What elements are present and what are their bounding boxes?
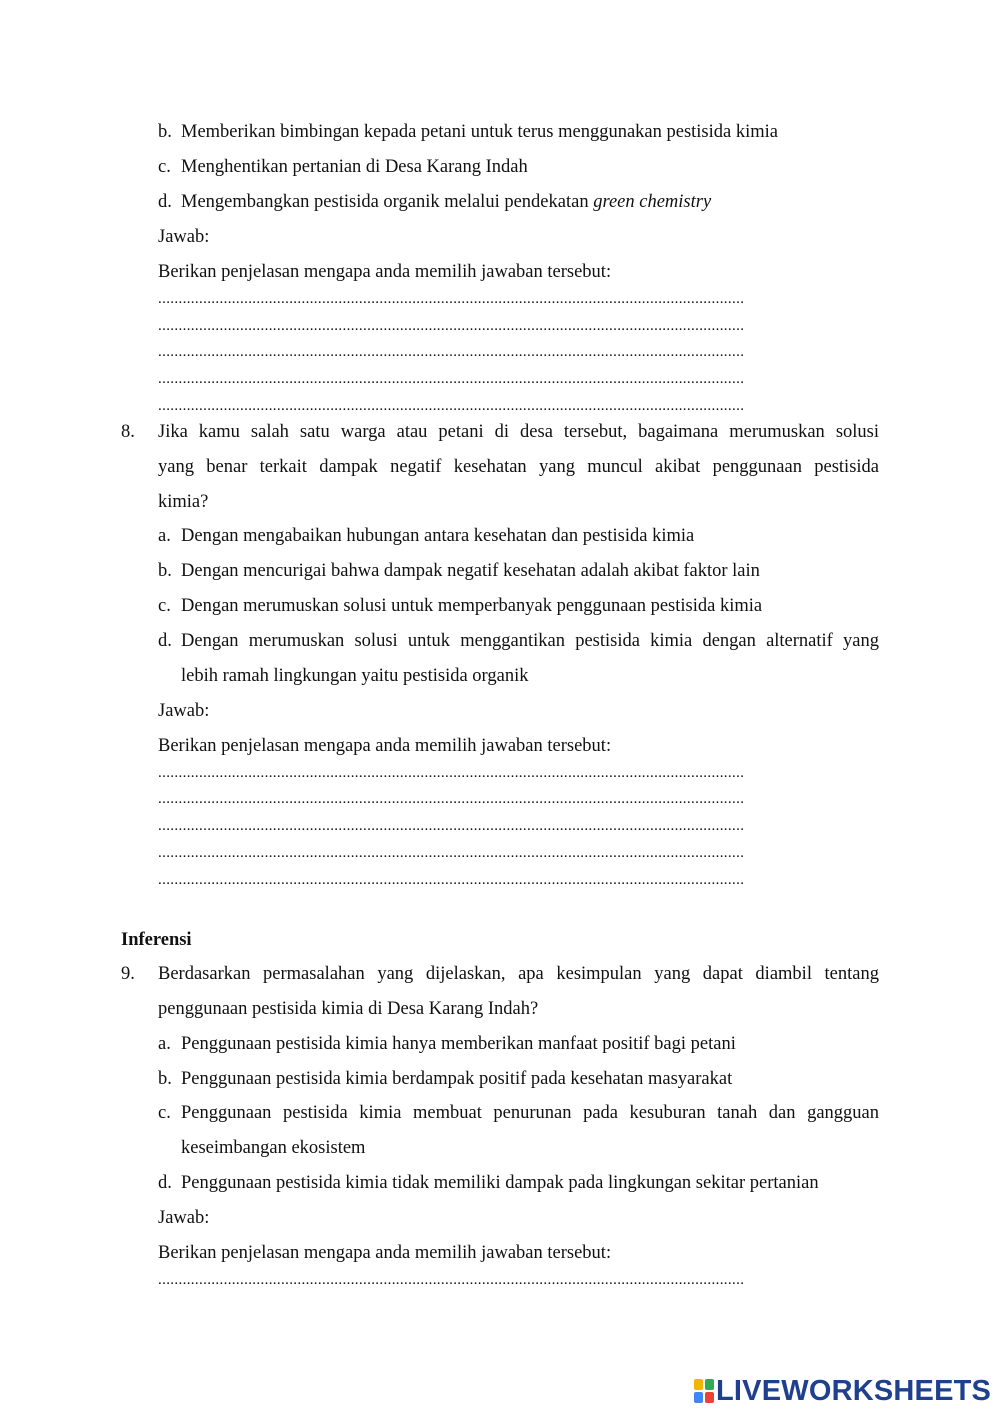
logo-square (694, 1392, 703, 1403)
option-letter: a. (158, 1034, 171, 1054)
option-text: Penggunaan pestisida kimia berdampak positif pada kesehatan masyarakat (181, 1069, 733, 1089)
option-text: Mengembangkan pestisida organik melalui pendekatan green chemistry (181, 192, 712, 212)
answer-line[interactable]: ............................................................................................................................................... (158, 765, 745, 781)
answer-line[interactable]: ............................................................................................................................................... (158, 291, 745, 307)
option-text: Menghentikan pertanian di Desa Karang Indah (181, 157, 528, 177)
option-text-italic: green chemistry (593, 192, 712, 212)
logo-text: LIVEWORKSHEETS (716, 1374, 992, 1407)
question-number: 8. (121, 422, 135, 442)
option-text: Dengan merumuskan solusi untuk menggantikan pestisida kimia dengan alternatif yang (181, 631, 879, 651)
section-title: Inferensi (121, 930, 192, 950)
option-text: Penggunaan pestisida kimia tidak memiliki dampak pada lingkungan sekitar pertanian (181, 1173, 819, 1193)
answer-label: Jawab: (158, 701, 210, 721)
answer-line[interactable]: ............................................................................................................................................... (158, 371, 745, 387)
logo-square (705, 1379, 714, 1390)
option-letter: a. (158, 526, 171, 546)
option-letter: d. (158, 192, 172, 212)
option-letter: d. (158, 1173, 172, 1193)
question-text-line: kimia? (158, 492, 209, 512)
logo-square (705, 1392, 714, 1403)
option-text: Penggunaan pestisida kimia membuat penurunan pada kesuburan tanah dan gangguan (181, 1103, 879, 1123)
option-letter: c. (158, 596, 171, 616)
explanation-prompt: Berikan penjelasan mengapa anda memilih jawaban tersebut: (158, 1243, 612, 1263)
logo-square (694, 1379, 703, 1390)
answer-line[interactable]: ............................................................................................................................................... (158, 845, 745, 861)
option-text: Dengan mengabaikan hubungan antara kesehatan dan pestisida kimia (181, 526, 695, 546)
answer-line[interactable]: ............................................................................................................................................... (158, 398, 745, 414)
option-text-continued: lebih ramah lingkungan yaitu pestisida organik (181, 666, 529, 686)
option-letter: d. (158, 631, 172, 651)
answer-label: Jawab: (158, 1208, 210, 1228)
option-letter: b. (158, 1069, 172, 1089)
answer-line[interactable]: ............................................................................................................................................... (158, 1272, 745, 1288)
answer-line[interactable]: ............................................................................................................................................... (158, 344, 745, 360)
option-text: Memberikan bimbingan kepada petani untuk terus menggunakan pestisida kimia (181, 122, 778, 142)
question-text-line: yang benar terkait dampak negatif kesehatan yang muncul akibat penggunaan pestisida (158, 457, 879, 477)
option-letter: b. (158, 561, 172, 581)
option-letter: c. (158, 157, 171, 177)
explanation-prompt: Berikan penjelasan mengapa anda memilih jawaban tersebut: (158, 736, 612, 756)
option-text: Dengan merumuskan solusi untuk memperbanyak penggunaan pestisida kimia (181, 596, 763, 616)
liveworksheets-logo-icon (694, 1379, 714, 1403)
answer-line[interactable]: ............................................................................................................................................... (158, 791, 745, 807)
option-letter: b. (158, 122, 172, 142)
liveworksheets-logo[interactable] (694, 1376, 991, 1406)
explanation-prompt: Berikan penjelasan mengapa anda memilih jawaban tersebut: (158, 262, 612, 282)
answer-line[interactable]: ............................................................................................................................................... (158, 872, 745, 888)
question-text-line: penggunaan pestisida kimia di Desa Karang Indah? (158, 999, 539, 1019)
question-number: 9. (121, 964, 135, 984)
option-text-continued: keseimbangan ekosistem (181, 1138, 366, 1158)
answer-label: Jawab: (158, 227, 210, 247)
answer-line[interactable]: ............................................................................................................................................... (158, 818, 745, 834)
question-text-line: Jika kamu salah satu warga atau petani di desa tersebut, bagaimana merumuskan solusi (158, 422, 879, 442)
option-letter: c. (158, 1103, 171, 1123)
question-text-line: Berdasarkan permasalahan yang dijelaskan, apa kesimpulan yang dapat diambil tentang (158, 964, 879, 984)
answer-line[interactable]: ............................................................................................................................................... (158, 318, 745, 334)
option-text: Dengan mencurigai bahwa dampak negatif kesehatan adalah akibat faktor lain (181, 561, 760, 581)
option-text: Penggunaan pestisida kimia hanya memberikan manfaat positif bagi petani (181, 1034, 736, 1054)
